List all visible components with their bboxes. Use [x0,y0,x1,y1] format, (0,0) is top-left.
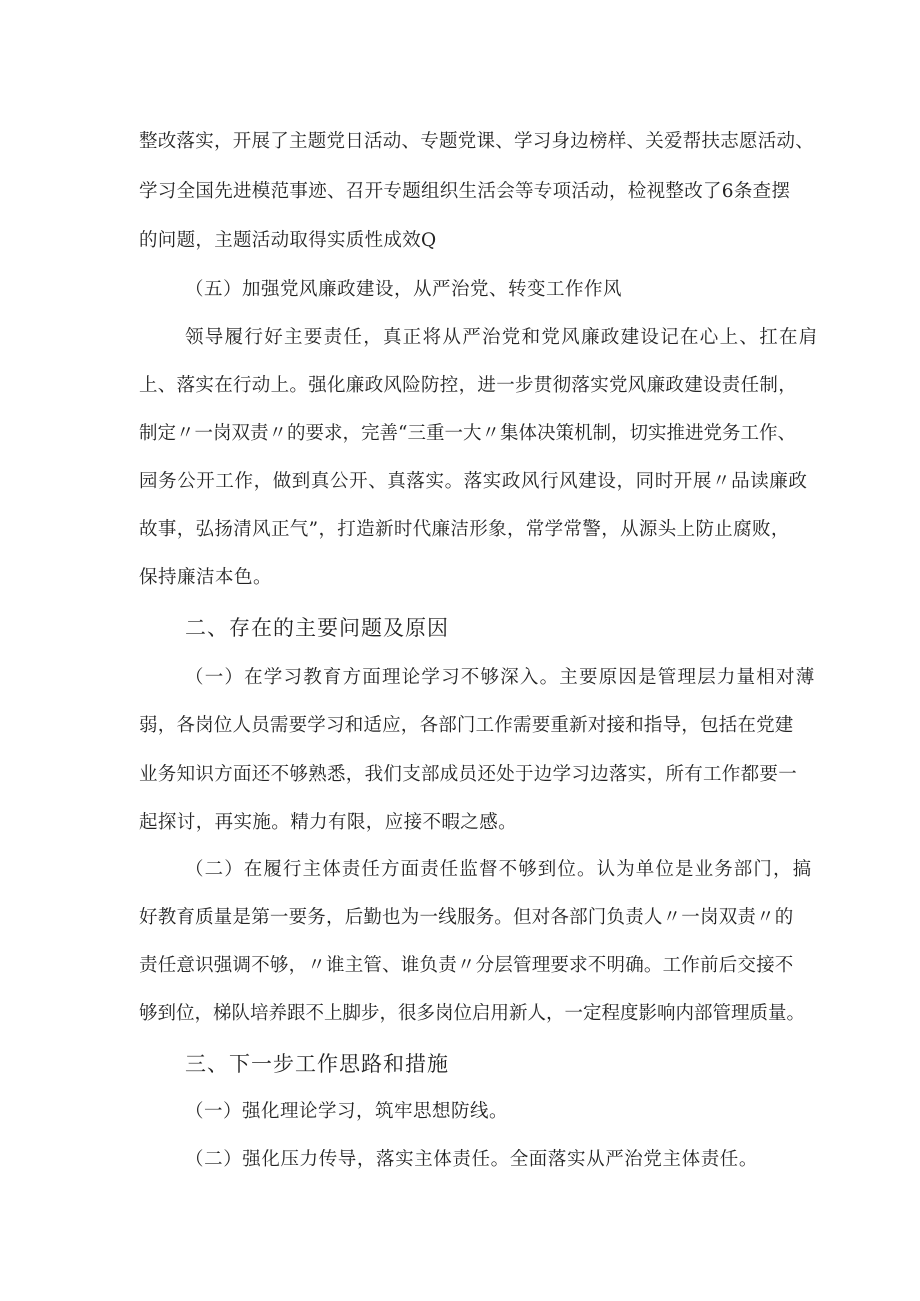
section-heading: 三、下一步工作思路和措施 [185,1052,449,1076]
body-line: 责任意识强调不够，〃谁主管、谁负责〃分层管理要求不明确。工作前后交接不 [139,955,794,976]
body-line: 园务公开工作，做到真公开、真落实。落实政风行风建设，同时开展〃品读廉政 [139,471,808,492]
body-line: 整改落实，开展了主题党日活动、专题党课、学习身边榜样、关爱帮扶志愿活动、 [139,131,815,152]
body-line: 业务知识方面还不够熟悉，我们支部成员还处于边学习边落实，所有工作都要一 [139,764,798,785]
body-line: 学习全国先进模范事迹、召开专题组织生活会等专项活动，检视整改了6条查摆 [139,181,791,202]
section-subheading: （二）强化压力传导，落实主体责任。全面落实从严治党主体责任。 [185,1149,759,1170]
body-line: 领导履行好主要责任，真正将从严治党和党风廉政建设记在心上、扛在肩 [185,327,819,348]
body-line: 的问题，主题活动取得实质性成效Q [139,230,437,251]
body-line: 够到位，梯队培养跟不上脚步，很多岗位启用新人，一定程度影响内部管理质量。 [139,1003,806,1024]
section-subheading: （二）在履行主体责任方面责任监督不够到位。认为单位是业务部门，搞 [185,859,813,880]
body-line: 保持廉洁本色。 [139,567,273,588]
body-line: 故事，弘扬清风正气”，打造新时代廉洁形象，常学常警，从源头上防止腐败， [139,519,790,540]
section-subheading: （一）在学习教育方面理论学习不够深入。主要原因是管理层力量相对薄 [185,667,816,688]
section-heading: 二、存在的主要问题及原因 [185,616,449,640]
section-subheading: （一）强化理论学习，筑牢思想防线。 [185,1101,509,1122]
body-line: 好教育质量是第一要务，后勤也为一线服务。但对各部门负责人〃一岗双责〃的 [139,907,794,928]
section-subheading: （五）加强党风廉政建设，从严治党、转变工作作风 [185,279,623,300]
body-line: 弱，各岗位人员需要学习和适应，各部门工作需要重新对接和指导，包括在党建 [139,715,794,736]
body-line: 制定〃一岗双责〃的要求，完善“三重一大〃集体决策机制，切实推进党务工作、 [139,423,796,444]
body-line: 起探讨，再实施。精力有限，应接不暇之感。 [139,812,518,833]
body-line: 上、落实在行动上。强化廉政风险防控，进一步贯彻落实党风廉政建设责任制， [139,375,798,396]
